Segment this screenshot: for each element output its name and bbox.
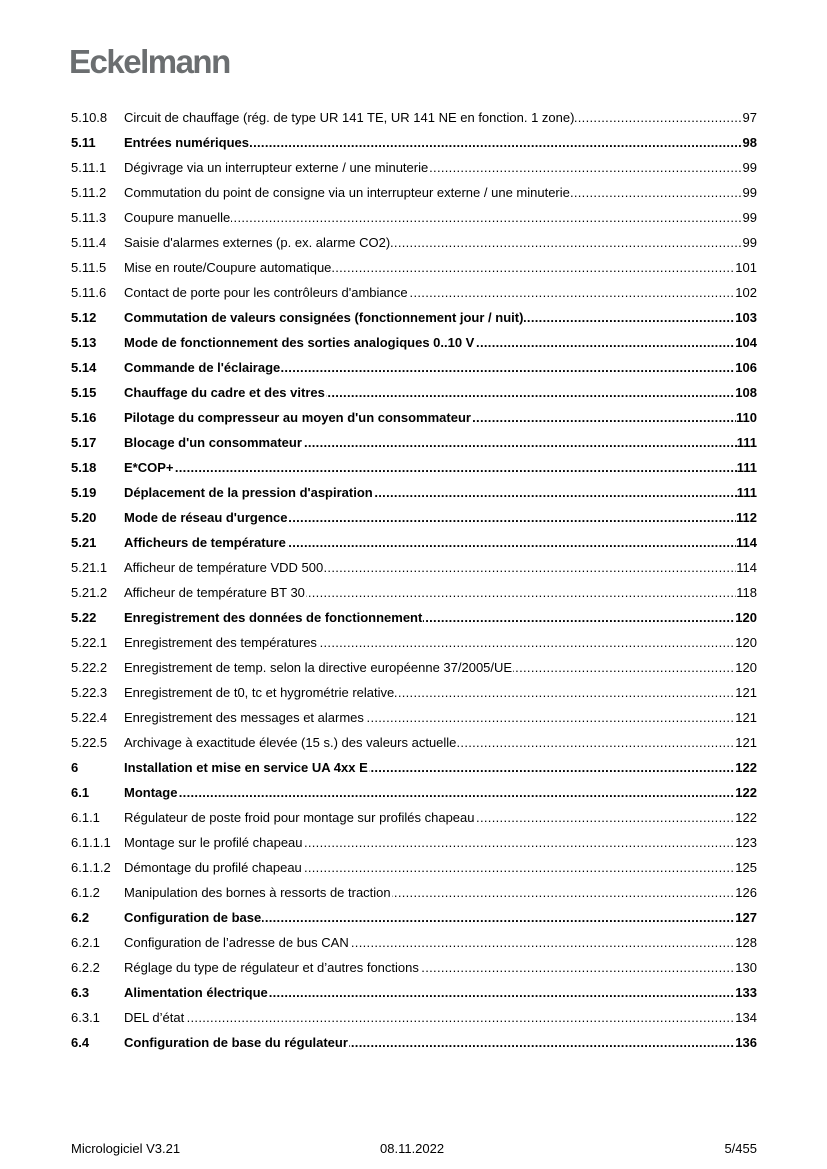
toc-entry[interactable] <box>71 755 757 780</box>
toc-entry-page: 122 <box>735 755 757 780</box>
toc-entry-page: 99 <box>743 180 757 205</box>
toc-entry-number: 6.2 <box>71 910 90 925</box>
toc-entry-number: 5.14 <box>71 360 97 375</box>
toc-entry[interactable] <box>71 580 757 605</box>
toc-entry-title: Enregistrement des températures ..... <box>124 630 735 655</box>
toc-entry-page: 98 <box>743 130 757 155</box>
toc-entry-number: 5.22.1 <box>71 635 108 650</box>
toc-entry-number: 5.11.4 <box>71 235 107 250</box>
toc-entry-title: Réglage du type de régulateur et d’autres fonctions ..... <box>124 955 735 980</box>
footer-date: 08.11.2022 <box>380 1141 445 1156</box>
toc-entry[interactable] <box>71 855 757 880</box>
toc-entry-title: Configuration de l’adresse de bus CAN ..... <box>124 930 735 955</box>
toc-entry[interactable] <box>71 105 757 130</box>
toc-entry-number: 5.22.3 <box>71 685 108 700</box>
toc-entry-number: 6 <box>71 760 79 775</box>
toc-entry-page: 102 <box>735 280 757 305</box>
toc-entry[interactable] <box>71 955 757 980</box>
toc-entry-title: Régulateur de poste froid pour montage sur profilés chapeau ..... <box>124 805 735 830</box>
toc-entry-page: 130 <box>735 955 757 980</box>
toc-entry-number: 5.16 <box>71 410 97 425</box>
toc-entry-number: 5.22.2 <box>71 660 108 675</box>
toc-entry[interactable] <box>71 230 757 255</box>
toc-entry-title: Afficheur de température BT 30 ..... <box>124 580 736 605</box>
toc-entry-title: Déplacement de la pression d'aspiration ..... <box>124 480 737 505</box>
toc-entry-number: 6.1.2 <box>71 885 100 900</box>
toc-entry[interactable] <box>71 255 757 280</box>
toc-entry-title: Dégivrage via un interrupteur externe / une minuterie ..... <box>124 155 743 180</box>
toc-entry-page: 134 <box>735 1005 757 1030</box>
footer-page-number: 5/455 <box>724 1141 757 1156</box>
toc-entry-page: 99 <box>743 205 757 230</box>
toc-entry-number: 5.19 <box>71 485 97 500</box>
toc-entry-page: 118 <box>736 580 757 605</box>
toc-entry-number: 5.21 <box>71 535 97 550</box>
toc-entry-title: Archivage à exactitude élevée (15 s.) des valeurs actuelle ..... <box>124 730 735 755</box>
toc-entry-page: 99 <box>743 230 757 255</box>
toc-entry-page: 125 <box>735 855 757 880</box>
toc-entry-title: Enregistrement de t0, tc et hygrométrie relative ..... <box>124 680 735 705</box>
toc-entry-number: 6.1.1.2 <box>71 860 111 875</box>
toc-entry-number: 5.11.3 <box>71 210 107 225</box>
toc-entry-title: Commutation de valeurs consignées (fonctionnement jour / nuit) ..... <box>124 305 735 330</box>
toc-entry-number: 6.1.1.1 <box>71 835 111 850</box>
toc-entry-title: Montage sur le profilé chapeau ..... <box>124 830 735 855</box>
toc-entry[interactable] <box>71 680 757 705</box>
toc-entry[interactable] <box>71 780 757 805</box>
toc-entry-title: Montage ..... <box>124 780 735 805</box>
toc-entry-page: 122 <box>735 780 757 805</box>
toc-entry[interactable] <box>71 830 757 855</box>
toc-entry-title: Alimentation électrique ..... <box>124 980 735 1005</box>
toc-entry-number: 5.12 <box>71 310 97 325</box>
toc-entry-page: 123 <box>735 830 757 855</box>
toc-entry-title: Enregistrement des messages et alarmes ..... <box>124 705 735 730</box>
toc-entry-title: Afficheurs de température ..... <box>124 530 736 555</box>
toc-entry-number: 6.3 <box>71 985 90 1000</box>
toc-entry-number: 6.4 <box>71 1035 90 1050</box>
toc-entry[interactable] <box>71 355 757 380</box>
table-of-contents <box>71 105 757 1055</box>
toc-entry-title: Mode de fonctionnement des sorties analogiques 0..10 V ..... <box>124 330 735 355</box>
toc-entry[interactable] <box>71 605 757 630</box>
toc-entry-title: DEL d’état ..... <box>124 1005 735 1030</box>
toc-entry-title: E*COP+ ..... <box>124 455 737 480</box>
toc-entry-number: 5.22 <box>71 610 97 625</box>
toc-entry[interactable] <box>71 1030 757 1055</box>
toc-entry-title: Mode de réseau d'urgence ..... <box>124 505 736 530</box>
toc-entry-title: Manipulation des bornes à ressorts de traction ..... <box>124 880 735 905</box>
toc-entry-title: Chauffage du cadre et des vitres ..... <box>124 380 735 405</box>
toc-entry-number: 6.2.2 <box>71 960 100 975</box>
toc-entry[interactable] <box>71 555 757 580</box>
toc-entry-title: Commande de l'éclairage ..... <box>124 355 735 380</box>
toc-entry-page: 128 <box>735 930 757 955</box>
toc-entry-number: 6.1 <box>71 785 90 800</box>
toc-entry[interactable] <box>71 930 757 955</box>
toc-entry-title: Mise en route/Coupure automatique ..... <box>124 255 735 280</box>
toc-entry[interactable] <box>71 155 757 180</box>
toc-entry-page: 114 <box>736 555 757 580</box>
eckelmann-logo: Eckelmann <box>69 43 230 80</box>
toc-entry-title: Coupure manuelle ..... <box>124 205 743 230</box>
toc-entry-page: 136 <box>735 1030 757 1055</box>
toc-entry-number: 5.21.1 <box>71 560 108 575</box>
toc-entry-title: Blocage d'un consommateur ..... <box>124 430 737 455</box>
toc-entry-title: Installation et mise en service UA 4xx E ..... <box>124 755 735 780</box>
toc-entry-title: Afficheur de température VDD 500 ..... <box>124 555 736 580</box>
toc-entry-number: 5.17 <box>71 435 97 450</box>
toc-entry[interactable] <box>71 880 757 905</box>
toc-entry-page: 112 <box>736 505 757 530</box>
toc-entry-number: 5.13 <box>71 335 97 350</box>
toc-entry-page: 122 <box>735 805 757 830</box>
toc-entry-page: 101 <box>735 255 757 280</box>
toc-entry-title: Commutation du point de consigne via un interrupteur externe / une minuterie ..... <box>124 180 743 205</box>
toc-entry-page: 114 <box>736 530 757 555</box>
toc-entry[interactable] <box>71 430 757 455</box>
toc-entry-page: 111 <box>737 430 757 455</box>
toc-entry[interactable] <box>71 705 757 730</box>
footer-firmware-version: Micrologiciel V3.21 <box>71 1141 181 1156</box>
toc-entry-title: Saisie d'alarmes externes (p. ex. alarme CO2) ..... <box>124 230 743 255</box>
toc-entry[interactable] <box>71 330 757 355</box>
toc-entry[interactable] <box>71 655 757 680</box>
toc-entry-title: Enregistrement des données de fonctionnement ..... <box>124 605 735 630</box>
toc-entry-number: 5.22.5 <box>71 735 108 750</box>
toc-entry-title: Configuration de base ..... <box>124 905 735 930</box>
toc-entry-number: 5.15 <box>71 385 97 400</box>
toc-entry[interactable] <box>71 380 757 405</box>
toc-entry-title: Démontage du profilé chapeau ..... <box>124 855 735 880</box>
toc-entry-number: 5.11.6 <box>71 285 107 300</box>
toc-entry-page: 120 <box>735 630 757 655</box>
toc-entry-number: 6.2.1 <box>71 935 100 950</box>
toc-entry[interactable] <box>71 180 757 205</box>
toc-entry[interactable] <box>71 405 757 430</box>
toc-entry-page: 120 <box>735 605 757 630</box>
toc-entry-number: 5.22.4 <box>71 710 108 725</box>
toc-entry[interactable] <box>71 905 757 930</box>
toc-entry-page: 121 <box>735 730 757 755</box>
toc-entry-title: Contact de porte pour les contrôleurs d'ambiance ..... <box>124 280 735 305</box>
toc-entry-number: 5.11 <box>71 135 96 150</box>
toc-entry-number: 5.11.1 <box>71 160 107 175</box>
toc-entry-number: 5.11.5 <box>71 260 107 275</box>
toc-entry-page: 120 <box>735 655 757 680</box>
toc-entry-page: 121 <box>735 705 757 730</box>
toc-entry-page: 97 <box>743 105 757 130</box>
toc-entry-title: Circuit de chauffage (rég. de type UR 141 TE, UR 141 NE en fonction. 1 zone) ..... <box>124 105 743 130</box>
toc-entry[interactable] <box>71 730 757 755</box>
toc-entry-title: Pilotage du compresseur au moyen d'un consommateur ..... <box>124 405 736 430</box>
toc-entry-page: 104 <box>735 330 757 355</box>
toc-entry-page: 121 <box>735 680 757 705</box>
toc-entry-page: 99 <box>743 155 757 180</box>
toc-entry-page: 110 <box>736 405 757 430</box>
toc-entry-page: 111 <box>737 455 757 480</box>
toc-entry-page: 126 <box>735 880 757 905</box>
toc-entry[interactable] <box>71 505 757 530</box>
toc-entry-title: Entrées numériques ..... <box>124 130 743 155</box>
toc-entry-page: 108 <box>735 380 757 405</box>
toc-entry-number: 5.11.2 <box>71 185 107 200</box>
toc-entry[interactable] <box>71 130 757 155</box>
toc-entry-title: Enregistrement de temp. selon la directive européenne 37/2005/UE ..... <box>124 655 735 680</box>
toc-entry[interactable] <box>71 480 757 505</box>
toc-entry[interactable] <box>71 980 757 1005</box>
toc-entry-number: 6.1.1 <box>71 810 100 825</box>
toc-entry[interactable] <box>71 1005 757 1030</box>
toc-entry-number: 5.21.2 <box>71 585 108 600</box>
toc-entry[interactable] <box>71 305 757 330</box>
toc-entry-title: Configuration de base du régulateur ..... <box>124 1030 735 1055</box>
toc-entry-page: 106 <box>735 355 757 380</box>
toc-entry[interactable] <box>71 805 757 830</box>
toc-entry-number: 5.20 <box>71 510 97 525</box>
toc-entry-page: 133 <box>735 980 757 1005</box>
toc-entry-page: 103 <box>735 305 757 330</box>
toc-entry[interactable] <box>71 630 757 655</box>
toc-entry-number: 6.3.1 <box>71 1010 100 1025</box>
toc-entry-page: 111 <box>737 480 757 505</box>
toc-entry[interactable] <box>71 280 757 305</box>
toc-entry[interactable] <box>71 205 757 230</box>
toc-entry-number: 5.10.8 <box>71 110 108 125</box>
toc-entry-number: 5.18 <box>71 460 97 475</box>
toc-entry-page: 127 <box>735 905 757 930</box>
toc-entry[interactable] <box>71 455 757 480</box>
toc-entry[interactable] <box>71 530 757 555</box>
page-footer <box>71 1141 757 1161</box>
